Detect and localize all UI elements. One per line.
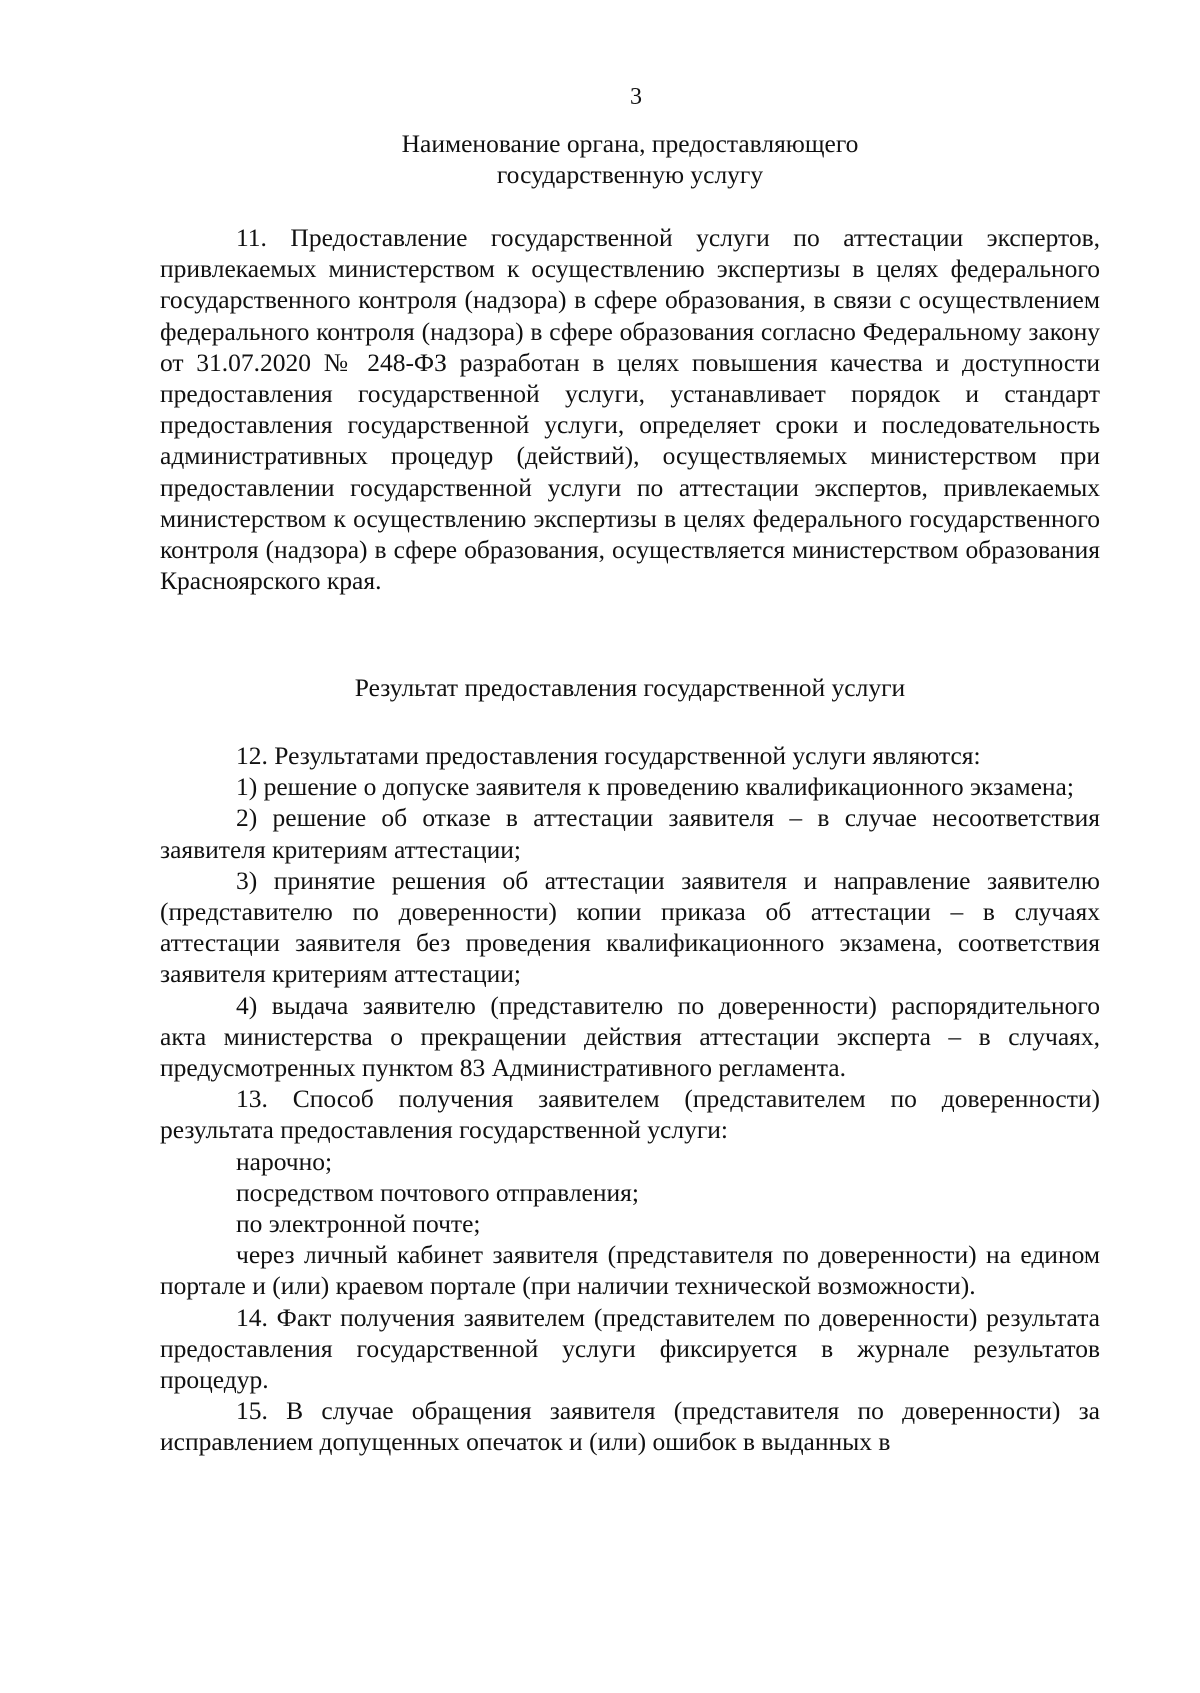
paragraph-14-text: 14. Факт получения заявителем (представителем по доверенности) результата предоставления государственной услуги фиксируется в журнале результатов процедур.	[160, 1302, 1100, 1395]
paragraph-13-text: 13. Способ получения заявителем (представителем по доверенности) результата предоставления государственной услуги:	[160, 1084, 1100, 1145]
heading-result-text: Результат предоставления государственной услуги	[354, 673, 906, 702]
list-item-12-3: 3) принятие решения об аттестации заявителя и направление заявителю (представителю по доверенности) копии приказа об аттестации – в случаях аттестации заявителя без проведения квалификационного экзамена, соответствия заявителя критериям аттестации;	[160, 865, 1100, 989]
list-item-12-2: 2) решение об отказе в аттестации заявителя – в случае несоответствия заявителя критериям аттестации;	[160, 803, 1100, 864]
heading-line-2: государственную услугу	[496, 160, 764, 190]
list-item-13-3: по электронной почте;	[236, 1209, 481, 1239]
list-item-12-1: 1) решение о допуске заявителя к проведению квалификационного экзамена;	[236, 772, 1074, 802]
paragraph-11-text: 11. Предоставление государственной услуги по аттестации экспертов, привлекаемых министерством к осуществлению экспертизы в целях федерального государственного контроля (надзора) в сфере образования, в связи с осуществлением федерального контроля (надзора) в сфере образования согласно Федеральному закону от 31.07.2020 № 248-ФЗ разработан в целях повышения качества и доступности предоставления государственной услуги, устанавливает порядок и стандарт предоставления государственной услуги, определяет сроки и последовательность административных процедур (действий), осуществляемых министерством при предоставлении государственной услуги по аттестации экспертов, привлекаемых министерством к осуществлению экспертизы в целях федерального государственного контроля (надзора) в сфере образования, осуществляется министерством образования Красноярского края.	[160, 223, 1100, 596]
paragraph-12-block	[160, 740, 1100, 1458]
paragraph-11	[160, 222, 1100, 596]
list-item-13-1: нарочно;	[236, 1146, 333, 1176]
list-item-13-4: через личный кабинет заявителя (представителя по доверенности) на едином портале и (или) краевом портале (при наличии технической возможности).	[160, 1240, 1100, 1301]
section-heading-result	[160, 672, 1100, 703]
page-number: 3	[630, 84, 642, 110]
paragraph-15-text: 15. В случае обращения заявителя (представителя по доверенности) за исправлением допущенных опечаток и (или) ошибок в выданных в	[160, 1396, 1100, 1457]
list-item-13-2: посредством почтового отправления;	[236, 1177, 639, 1207]
section-heading-authority	[160, 128, 1100, 190]
list-item-12-4: 4) выдача заявителю (представителю по доверенности) распорядительного акта министерства о прекращении действия аттестации эксперта – в случаях, предусмотренных пунктом 83 Административного регламента.	[160, 990, 1100, 1083]
heading-line-1: Наименование органа, предоставляющего	[401, 129, 859, 158]
paragraph-12-text: 12. Результатами предоставления государственной услуги являются:	[236, 741, 981, 770]
